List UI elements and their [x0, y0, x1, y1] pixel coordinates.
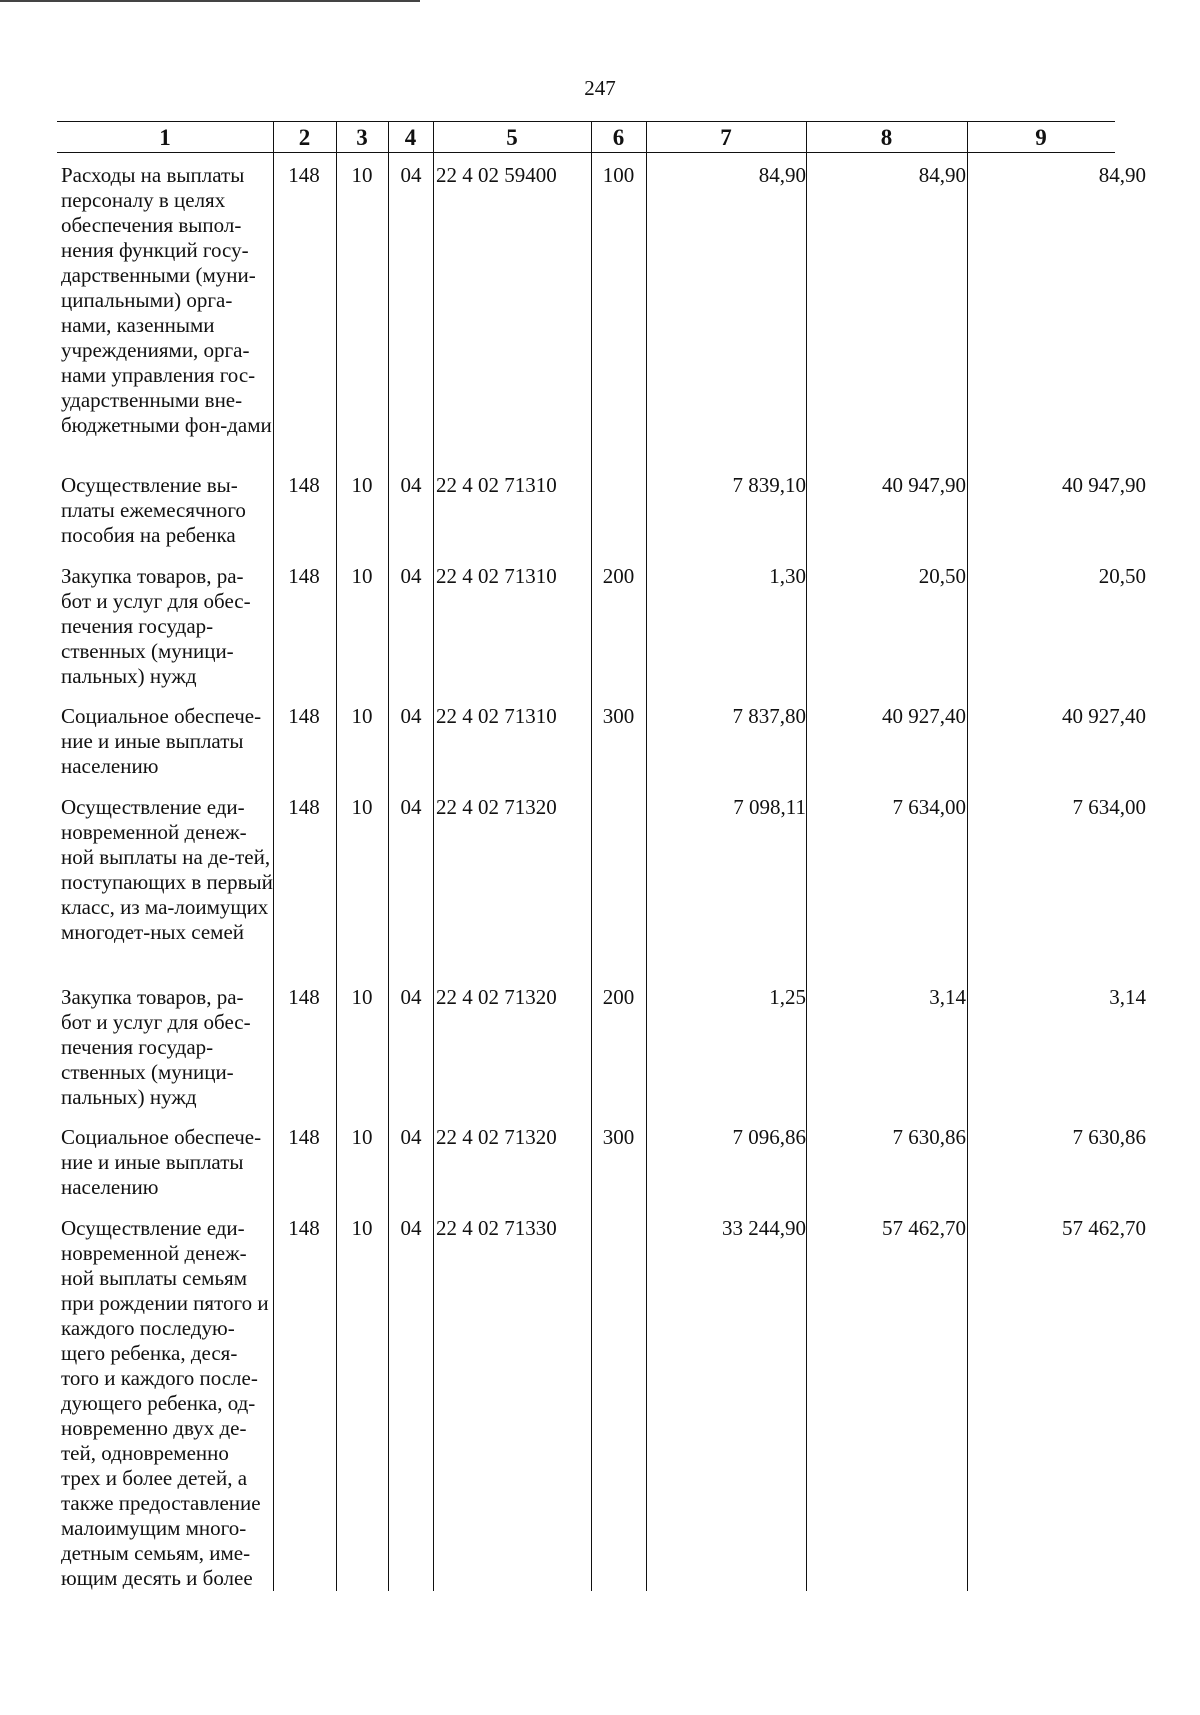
cell-col-3: 10 — [351, 1125, 373, 1149]
cell-col-9: 3,14 — [1109, 985, 1146, 1009]
column-divider — [646, 122, 647, 1591]
column-divider — [591, 122, 592, 1591]
table-header-rule — [57, 152, 1115, 153]
cell-col-4: 04 — [400, 795, 422, 819]
cell-col-4: 04 — [400, 704, 422, 728]
cell-col-4: 04 — [400, 985, 422, 1009]
cell-col-5: 22 4 02 71310 — [436, 473, 557, 497]
header-col-4: 4 — [404, 125, 417, 150]
cell-col-3: 10 — [351, 795, 373, 819]
row-description: Осуществление вы-платы ежемесячного пособия на ребенка — [61, 473, 246, 547]
cell-col-8: 84,90 — [918, 163, 966, 187]
row-description: Социальное обеспече-ние и иные выплаты населению — [61, 1125, 262, 1199]
cell-col-9: 57 462,70 — [1062, 1216, 1146, 1240]
cell-col-2: 148 — [288, 564, 320, 588]
cell-col-3: 10 — [351, 473, 373, 497]
cell-col-3: 10 — [351, 704, 373, 728]
column-divider — [336, 122, 337, 1591]
header-col-2: 2 — [298, 125, 311, 150]
cell-col-8: 7 630,86 — [892, 1125, 966, 1149]
cell-col-8: 20,50 — [918, 564, 966, 588]
cell-col-6: 300 — [602, 1125, 635, 1149]
cell-col-4: 04 — [400, 473, 422, 497]
cell-col-5: 22 4 02 71310 — [436, 564, 557, 588]
cell-col-8: 7 634,00 — [892, 795, 966, 819]
cell-col-7: 7 837,80 — [732, 704, 806, 728]
row-description: Социальное обеспече-ние и иные выплаты населению — [61, 704, 262, 778]
header-col-3: 3 — [356, 125, 368, 150]
page-number: 247 — [584, 76, 616, 100]
column-divider — [273, 122, 274, 1591]
cell-col-8: 3,14 — [929, 985, 966, 1009]
cell-col-9: 7 630,86 — [1072, 1125, 1146, 1149]
cell-col-5: 22 4 02 71320 — [436, 985, 557, 1009]
column-divider — [433, 122, 434, 1591]
row-description: Расходы на выплаты персоналу в целях обеспечения выпол-нения функций госу-дарственными (муни-ципальными) орга-нами, казенными учреждениями, орга-нами управления гос-ударственными вне-бюджетными фон-дами — [61, 163, 272, 437]
cell-col-2: 148 — [288, 985, 320, 1009]
cell-col-7: 84,90 — [758, 163, 806, 187]
cell-col-5: 22 4 02 71320 — [436, 795, 557, 819]
column-divider — [388, 122, 389, 1591]
cell-col-8: 57 462,70 — [882, 1216, 966, 1240]
column-divider — [806, 122, 807, 1591]
cell-col-2: 148 — [288, 163, 320, 187]
cell-col-5: 22 4 02 71310 — [436, 704, 557, 728]
column-divider — [967, 122, 968, 1591]
cell-col-7: 7 098,11 — [733, 795, 806, 819]
cell-col-7: 33 244,90 — [722, 1216, 806, 1240]
cell-col-6: 300 — [602, 704, 635, 728]
cell-col-4: 04 — [400, 564, 422, 588]
header-col-8: 8 — [880, 125, 893, 150]
cell-col-7: 7 096,86 — [732, 1125, 806, 1149]
row-description: Осуществление еди-новременной денеж-ной выплаты на де-тей, поступающих в первый класс, из ма-лоимущих многодет-ных семей — [61, 795, 273, 944]
cell-col-3: 10 — [351, 163, 373, 187]
cell-col-9: 84,90 — [1098, 163, 1146, 187]
cell-col-2: 148 — [288, 795, 320, 819]
table-top-rule — [57, 121, 1115, 122]
cell-col-8: 40 947,90 — [882, 473, 966, 497]
cell-col-6: 200 — [602, 564, 635, 588]
cell-col-5: 22 4 02 71330 — [436, 1216, 557, 1240]
cell-col-2: 148 — [288, 473, 320, 497]
cell-col-3: 10 — [351, 985, 373, 1009]
cell-col-2: 148 — [288, 704, 320, 728]
cell-col-9: 7 634,00 — [1072, 795, 1146, 819]
cell-col-8: 40 927,40 — [882, 704, 966, 728]
cell-col-3: 10 — [351, 1216, 373, 1240]
cell-col-4: 04 — [400, 1216, 422, 1240]
cell-col-2: 148 — [288, 1216, 320, 1240]
cell-col-6: 100 — [602, 163, 635, 187]
scan-edge — [0, 0, 420, 2]
cell-col-6: 200 — [602, 985, 635, 1009]
header-col-7: 7 — [720, 125, 732, 150]
cell-col-7: 7 839,10 — [732, 473, 806, 497]
cell-col-9: 40 947,90 — [1062, 473, 1146, 497]
row-description: Осуществление еди-новременной денеж-ной выплаты семьям при рождении пятого и каждого последую-щего ребенка, деся-того и каждого после-дующего ребенка, од-новременно двух де-тей, одновременно трех и более детей, а также предоставление малоимущим много-детным семьям, име-ющим десять и более — [61, 1216, 269, 1590]
header-col-6: 6 — [612, 125, 625, 150]
row-description: Закупка товаров, ра-бот и услуг для обес-печения государ-ственных (муници-пальных) нужд — [61, 564, 251, 688]
cell-col-4: 04 — [400, 1125, 422, 1149]
cell-col-9: 40 927,40 — [1062, 704, 1146, 728]
cell-col-7: 1,25 — [769, 985, 806, 1009]
cell-col-7: 1,30 — [769, 564, 806, 588]
header-col-1: 1 — [159, 125, 171, 150]
cell-col-2: 148 — [288, 1125, 320, 1149]
cell-col-5: 22 4 02 59400 — [436, 163, 557, 187]
cell-col-3: 10 — [351, 564, 373, 588]
row-description: Закупка товаров, ра-бот и услуг для обес-печения государ-ственных (муници-пальных) нужд — [61, 985, 251, 1109]
cell-col-9: 20,50 — [1098, 564, 1146, 588]
cell-col-5: 22 4 02 71320 — [436, 1125, 557, 1149]
cell-col-4: 04 — [400, 163, 422, 187]
header-col-9: 9 — [1035, 125, 1047, 150]
header-col-5: 5 — [506, 125, 518, 150]
